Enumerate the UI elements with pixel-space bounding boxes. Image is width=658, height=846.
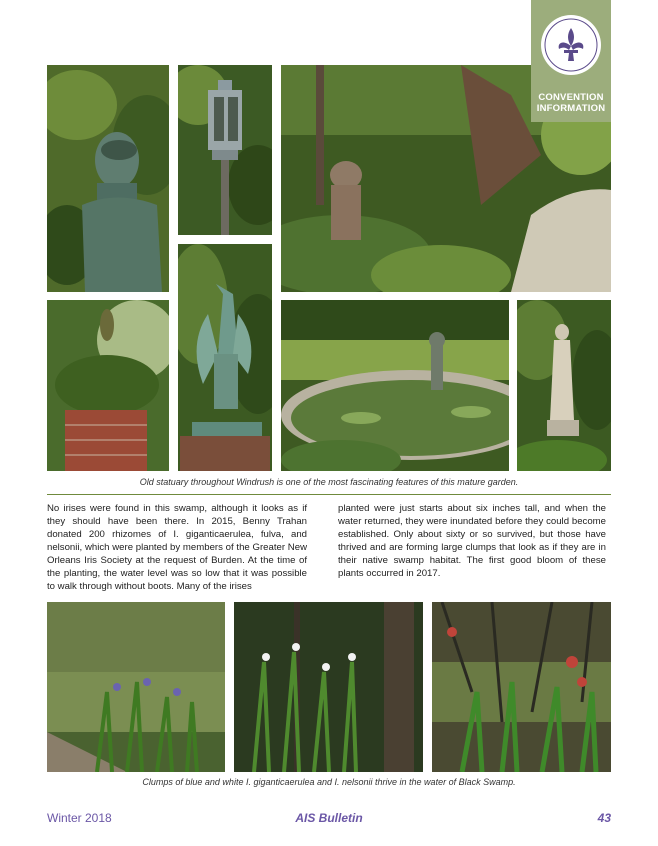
badge-line-convention: CONVENTION (538, 92, 604, 103)
divider-line (47, 494, 611, 495)
photo-lantern (178, 65, 272, 235)
badge-line-information: INFORMATION (536, 103, 606, 114)
fleur-de-gras-seal (540, 14, 602, 76)
convention-badge (531, 0, 611, 122)
bottom-photo-caption: Clumps of blue and white I. giganticaerulea and I. nelsonii thrive in the water of Black Swamp. (142, 777, 516, 787)
body-text-col2: planted were just starts about six inches tall, and when the water returned, they were inundated before they could become established. Only about sixty or so survived, but those have thrived and are forming large clumps that look as if they are in their native swamp habitat. The first good bloom of these plants occurred in 2017. (338, 503, 606, 579)
footer-publication: AIS Bulletin (295, 811, 363, 825)
photo-blue-iris-swamp (47, 602, 225, 772)
photo-winged-statue (178, 244, 272, 471)
body-column-right (338, 502, 606, 580)
photo-brick-planter (47, 300, 169, 471)
top-photo-caption: Old statuary throughout Windrush is one of the most fascinating features of this mature garden. (139, 477, 519, 487)
photo-red-iris-swamp (432, 602, 611, 772)
footer-issue: Winter 2018 (47, 811, 112, 825)
photo-white-iris-swamp (234, 602, 423, 772)
body-column-left (47, 502, 307, 593)
footer-page-number: 43 (597, 811, 611, 825)
photo-white-statue (517, 300, 611, 471)
body-text-col1: No irises were found in this swamp, although it looks as if they should have been there. In 2015, Benny Trahan donated 200 rhizomes of I. giganticaerulea, fulva, and nelsonii, which were planted by members of the Greater New Orleans Iris Society at the request of Burden. At the time of the planting, the water level was so low that it was possible to walk through without boots. Many of the irises (47, 503, 307, 592)
photo-fountain-pond (281, 300, 509, 471)
photo-bust-statue (47, 65, 169, 292)
